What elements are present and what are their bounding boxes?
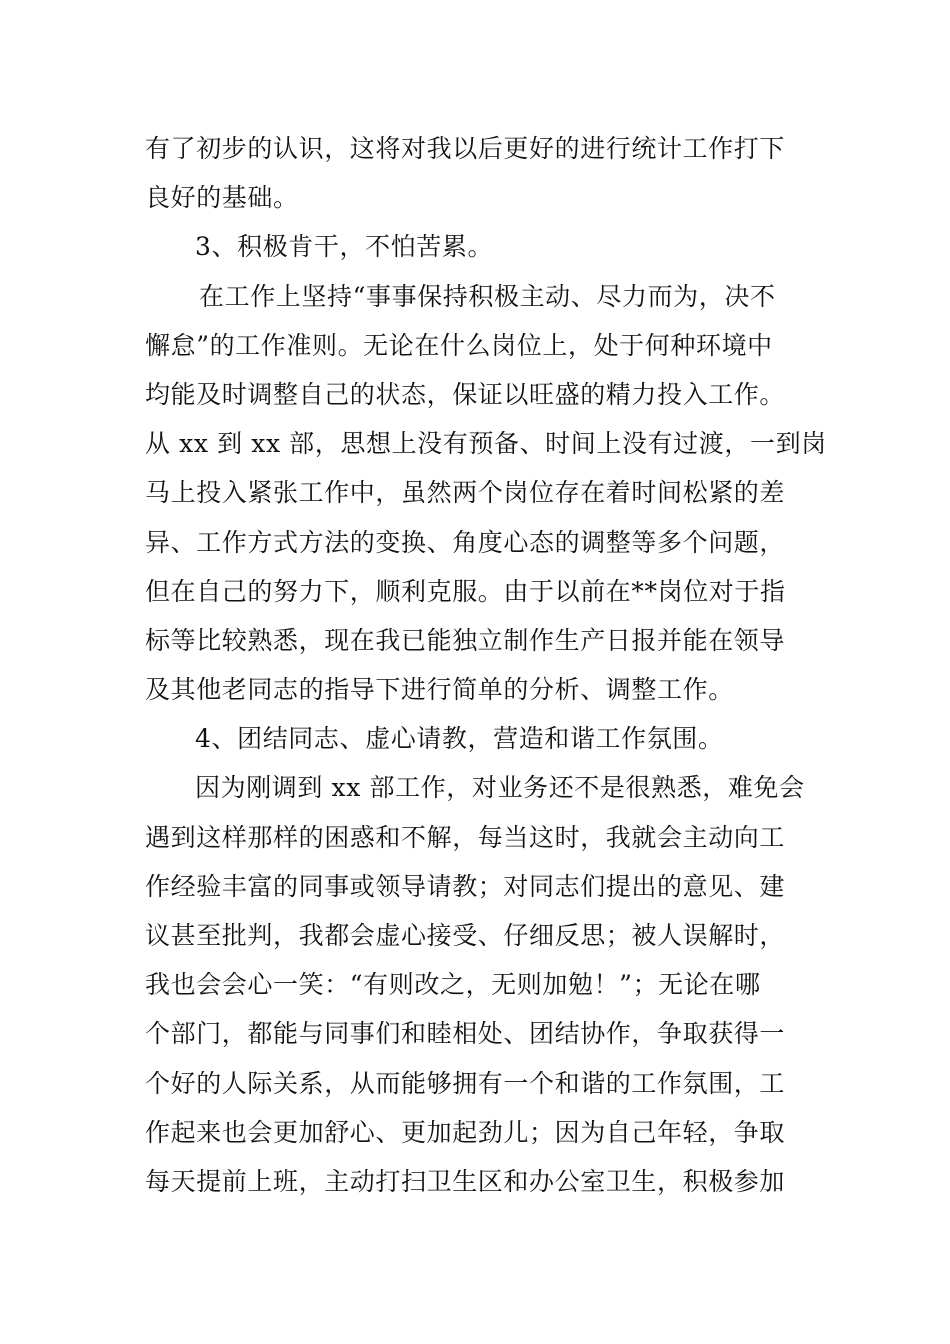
text-line: 遇到这样那样的困惑和不解，每当这时，我就会主动向工	[145, 822, 786, 852]
text-line: 作起来也会更加舒心、更加起劲儿；因为自己年轻，争取	[145, 1117, 786, 1147]
section-heading: 3、积极肯干，不怕苦累。	[195, 232, 494, 262]
text-line: 及其他老同志的指导下进行简单的分析、调整工作。	[145, 675, 734, 705]
text-line: 每天提前上班，主动打扫卫生区和办公室卫生，积极参加	[145, 1166, 786, 1196]
text-line: 但在自己的努力下，顺利克服。由于以前在**岗位对于指	[145, 576, 786, 606]
text-line: 在工作上坚持“事事保持积极主动、尽力而为，决不	[199, 281, 776, 311]
text-line: 因为刚调到 xx 部工作，对业务还不是很熟悉，难免会	[195, 773, 805, 803]
text-line: 个好的人际关系，从而能够拥有一个和谐的工作氛围，工	[145, 1068, 786, 1098]
document-body	[145, 124, 827, 1206]
section-heading: 4、团结同志、虚心请教，营造和谐工作氛围。	[195, 724, 724, 754]
text-line: 异、工作方式方法的变换、角度心态的调整等多个问题，	[145, 527, 786, 557]
text-line: 我也会会心一笑：“有则改之，无则加勉！”；无论在哪	[145, 970, 761, 1000]
text-line: 马上投入紧张工作中，虽然两个岗位存在着时间松紧的差	[145, 478, 786, 508]
text-line: 标等比较熟悉，现在我已能独立制作生产日报并能在领导	[145, 625, 786, 655]
text-line: 有了初步的认识，这将对我以后更好的进行统计工作打下	[145, 134, 786, 163]
text-line: 良好的基础。	[145, 183, 299, 213]
text-line: 均能及时调整自己的状态，保证以旺盛的精力投入工作。	[145, 379, 786, 409]
text-line: 懈怠”的工作准则。无论在什么岗位上，处于何种环境中	[145, 330, 773, 360]
text-line: 议甚至批判，我都会虚心接受、仔细反思；被人误解时，	[145, 921, 786, 950]
text-line: 从 xx 到 xx 部，思想上没有预备、时间上没有过渡，一到岗	[145, 429, 827, 459]
text-line: 作经验丰富的同事或领导请教；对同志们提出的意见、建	[145, 871, 786, 901]
text-line: 个部门，都能与同事们和睦相处、团结协作，争取获得一	[145, 1019, 786, 1049]
